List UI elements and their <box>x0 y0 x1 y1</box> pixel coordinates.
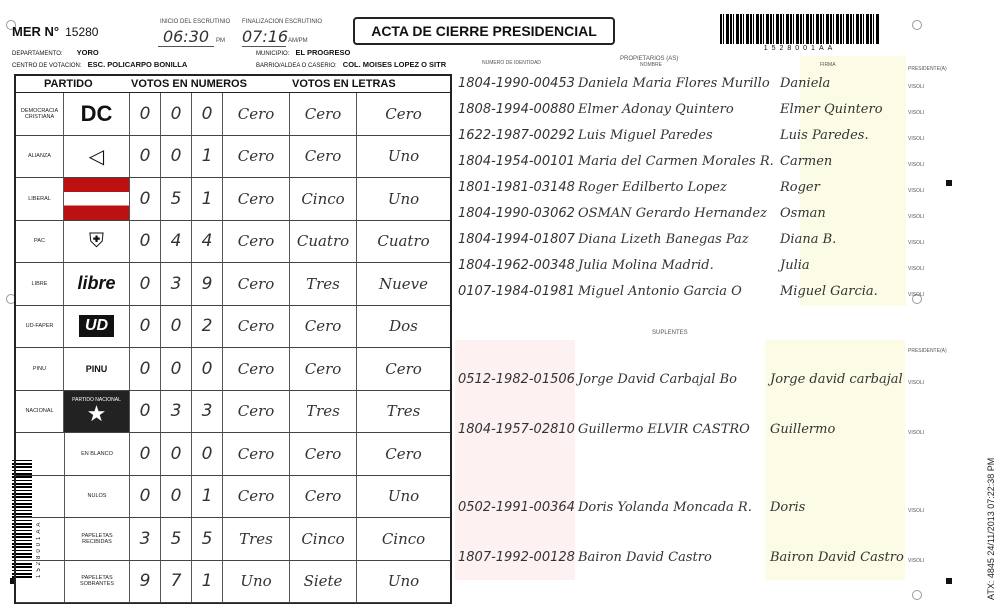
col-name-label: NOMBRE <box>640 62 662 68</box>
table-row <box>16 263 450 306</box>
owner-id: 1804-1990-03062 <box>458 206 575 221</box>
owner-name: Elmer Adonay Quintero <box>578 102 734 117</box>
owner-id: 0107-1984-01981 <box>458 284 575 299</box>
vote-digit: 3 <box>161 391 192 433</box>
party-logo <box>64 348 130 390</box>
col-letras: VOTOS EN LETRAS <box>292 78 396 90</box>
vote-word: Cero <box>290 476 357 518</box>
vote-word: Cero <box>223 391 290 433</box>
vote-digit: 1 <box>192 561 223 603</box>
vote-digit: 0 <box>192 348 223 390</box>
side-tag-vocal: VISOLI <box>908 508 925 514</box>
alianza-logo-icon: ◁ <box>88 145 105 168</box>
pac-logo-icon: ⛨ <box>89 229 104 252</box>
vote-word: Cero <box>290 348 357 390</box>
side-tag-presidente: PRESIDENTE(A) <box>908 66 947 72</box>
barrio-label: BARRIO/ALDEA O CASERIO: <box>256 63 337 69</box>
owners-heading: PROPIETARIOS (AS) <box>620 56 679 62</box>
vote-word: Cuatro <box>290 221 357 263</box>
vote-word: Tres <box>386 402 421 421</box>
liberal-flag-icon <box>64 178 129 220</box>
party-name: NACIONAL <box>16 391 64 433</box>
row-label-blank <box>16 433 64 475</box>
barcode-number: 1528001AA <box>763 45 837 52</box>
libre-logo-icon: libre <box>77 273 116 294</box>
owner-name: Luis Miguel Paredes <box>578 128 713 143</box>
start-time: 06:30 <box>158 27 214 47</box>
owner-id: 1804-1994-01807 <box>458 232 575 247</box>
col-numeros: VOTOS EN NUMEROS <box>131 78 247 90</box>
owner-name: Diana Lizeth Banegas Paz <box>578 232 749 247</box>
vote-digit: 0 <box>130 263 161 305</box>
suplente-name: Bairon David Castro <box>578 550 712 565</box>
party-logo <box>64 93 130 135</box>
suplente-id: 0502-1991-00364 <box>458 500 575 515</box>
vote-word: Cero <box>223 93 290 135</box>
centro-label: CENTRO DE VOTACION: <box>12 63 82 69</box>
vote-digit: 0 <box>161 476 192 518</box>
municipio-line <box>256 48 350 57</box>
departamento-label: DEPARTAMENTO: <box>12 51 63 57</box>
vote-word: Uno <box>387 572 420 591</box>
vote-word: Uno <box>387 189 420 208</box>
registration-mark <box>946 578 952 584</box>
vote-word: Cero <box>223 433 290 475</box>
punch-hole <box>912 590 922 600</box>
party-name: PINU <box>16 348 64 390</box>
col-partido: PARTIDO <box>44 78 93 90</box>
vote-word: Cero <box>223 306 290 348</box>
vote-word: Cero <box>290 306 357 348</box>
vote-digit: 1 <box>192 476 223 518</box>
owner-signature: Daniela <box>780 76 831 91</box>
vote-digit: 4 <box>192 221 223 263</box>
dc-logo-icon: DC <box>80 100 113 126</box>
owner-signature: Roger <box>780 180 820 195</box>
side-tag-presidente: PRESIDENTE(A) <box>908 348 947 354</box>
vote-digit: 0 <box>161 93 192 135</box>
party-name: ALIANZA <box>16 136 64 178</box>
vote-digit: 9 <box>130 561 161 603</box>
table-row <box>16 391 450 434</box>
vote-digit: 3 <box>161 263 192 305</box>
suplente-name: Doris Yolanda Moncada R. <box>578 500 752 515</box>
col-sig-label: FIRMA <box>820 62 836 68</box>
end-suffix: AM/PM <box>288 38 308 44</box>
vote-digit: 0 <box>130 221 161 263</box>
vote-digit: 0 <box>192 433 223 475</box>
vote-word: Tres <box>290 263 357 305</box>
mer-value: 15280 <box>65 25 99 39</box>
side-tag-vocal: VISOLI <box>908 266 925 272</box>
vote-digit: 7 <box>161 561 192 603</box>
vote-word: Cero <box>223 263 290 305</box>
barrio-line <box>256 60 446 69</box>
side-tag-vocal: VISOLI <box>908 380 925 386</box>
party-name: LIBERAL <box>16 178 64 220</box>
vote-digit: 0 <box>130 93 161 135</box>
vote-word: Nueve <box>378 274 428 293</box>
barrio-value: COL. MOISES LOPEZ O SITR <box>342 60 447 69</box>
suplente-signature: Bairon David Castro <box>770 550 904 565</box>
vote-digit: 1 <box>192 178 223 220</box>
vote-word: Cinco <box>290 518 357 560</box>
registration-mark <box>946 180 952 186</box>
owner-id: 1804-1990-00453 <box>458 76 575 91</box>
municipio-value: EL PROGRESO <box>295 48 351 57</box>
vote-digit: 0 <box>130 136 161 178</box>
owner-id: 1801-1981-03148 <box>458 180 575 195</box>
suplente-id: 1804-1957-02810 <box>458 422 575 437</box>
vote-digit: 5 <box>192 518 223 560</box>
vote-digit: 0 <box>130 306 161 348</box>
timestamp-stamp: ATX: 4845 24/11/2013 07:22:38 PM <box>986 457 996 600</box>
end-label: FINALIZACION ESCRUTINIO <box>242 19 323 25</box>
vote-word: Cero <box>223 136 290 178</box>
owner-id: 1804-1954-00101 <box>458 154 575 169</box>
table-row <box>16 136 450 179</box>
mer-number <box>12 24 98 39</box>
suplente-signature: Jorge david carbajal <box>770 372 903 387</box>
vote-word: Cero <box>223 178 290 220</box>
vote-digit: 0 <box>130 178 161 220</box>
party-name: LIBRE <box>16 263 64 305</box>
table-row <box>16 561 450 604</box>
vote-word: Cero <box>223 348 290 390</box>
row-label-blank <box>16 518 64 560</box>
vote-digit: 1 <box>192 136 223 178</box>
owner-signature: Osman <box>780 206 826 221</box>
vote-word: Siete <box>290 561 357 603</box>
table-header <box>16 76 450 93</box>
vote-word: Cero <box>385 359 422 378</box>
side-tag-vocal: VISOLI <box>908 188 925 194</box>
suplente-name: Jorge David Carbajal Bo <box>578 372 737 387</box>
suplente-name: Guillermo ELVIR CASTRO <box>578 422 750 437</box>
suplente-id: 1807-1992-00128 <box>458 550 575 565</box>
col-id-label: NUMERO DE IDENTIDAD <box>482 60 541 66</box>
end-time: 07:16 <box>242 27 289 46</box>
punch-hole <box>912 20 922 30</box>
table-row <box>16 348 450 391</box>
party-name: UD-FAPER <box>16 306 64 348</box>
owner-id: 1808-1994-00880 <box>458 102 575 117</box>
owner-name: Maria del Carmen Morales R. <box>578 154 774 169</box>
vote-word: Cinco <box>381 529 426 548</box>
table-row <box>16 178 450 221</box>
side-tag-vocal: VISOLI <box>908 430 925 436</box>
owner-name: Miguel Antonio Garcia O <box>578 284 742 299</box>
vote-digit: 0 <box>130 433 161 475</box>
votes-table <box>14 74 452 604</box>
municipio-label: MUNICIPIO: <box>256 51 290 57</box>
vote-word: Uno <box>223 561 290 603</box>
party-logo <box>64 263 130 305</box>
party-name: PAC <box>16 221 64 263</box>
table-row <box>16 518 450 561</box>
side-tag-vocal: VISOLI <box>908 162 925 168</box>
suplente-signature: Doris <box>770 500 806 515</box>
table-row <box>16 93 450 136</box>
owner-signature: Diana B. <box>780 232 837 247</box>
vote-word: Dos <box>389 317 418 336</box>
vote-word: Cero <box>385 104 422 123</box>
vote-word: Uno <box>387 487 420 506</box>
vote-digit: 0 <box>161 136 192 178</box>
departamento-line <box>12 48 99 57</box>
vote-digit: 5 <box>161 178 192 220</box>
row-label-blank <box>16 476 64 518</box>
total-label: PAPELETAS SOBRANTES <box>64 561 130 603</box>
owner-name: Julia Molina Madrid. <box>578 258 714 273</box>
owner-signature: Miguel Garcia. <box>780 284 878 299</box>
total-label: NULOS <box>64 476 130 518</box>
vote-word: Cuatro <box>377 232 430 251</box>
table-row <box>16 476 450 519</box>
table-row <box>16 221 450 264</box>
start-suffix: PM <box>216 38 225 44</box>
vote-digit: 4 <box>161 221 192 263</box>
vote-digit: 0 <box>192 93 223 135</box>
owner-signature: Carmen <box>780 154 833 169</box>
ud-logo-icon: UD <box>79 315 114 337</box>
nacional-logo-text: PARTIDO NACIONAL <box>72 397 121 404</box>
party-name: DEMOCRACIA CRISTIANA <box>16 93 64 135</box>
total-label: PAPELETAS RECIBIDAS <box>64 518 130 560</box>
vote-digit: 0 <box>130 476 161 518</box>
table-row <box>16 433 450 476</box>
side-tag-vocal: VISOLI <box>908 292 925 298</box>
vote-word: Cero <box>290 136 357 178</box>
side-tag-vocal: VISOLI <box>908 136 925 142</box>
owner-signature: Luis Paredes. <box>780 128 869 143</box>
vote-digit: 5 <box>161 518 192 560</box>
start-label: INICIO DEL ESCRUTINIO <box>160 19 231 25</box>
barcode-left-number: 1528001AA <box>36 519 42 578</box>
vote-digit: 2 <box>192 306 223 348</box>
vote-word: Cero <box>223 221 290 263</box>
side-tag-vocal: VISOLI <box>908 214 925 220</box>
vote-digit: 0 <box>130 391 161 433</box>
vote-word: Cero <box>223 476 290 518</box>
page-title: ACTA DE CIERRE PRESIDENCIAL <box>353 17 615 45</box>
vote-word: Cero <box>290 93 357 135</box>
barcode-top <box>720 14 880 44</box>
table-row <box>16 306 450 349</box>
suplente-signature: Guillermo <box>770 422 836 437</box>
suplente-id: 0512-1982-01506 <box>458 372 575 387</box>
vote-word: Cero <box>290 433 357 475</box>
total-label: EN BLANCO <box>64 433 130 475</box>
centro-line <box>12 60 187 69</box>
party-logo <box>64 306 130 348</box>
owner-id: 1622-1987-00292 <box>458 128 575 143</box>
centro-value: ESC. POLICARPO BONILLA <box>87 60 188 69</box>
star-icon: ★ <box>86 401 107 427</box>
vote-digit: 0 <box>161 306 192 348</box>
vote-word: Cero <box>385 444 422 463</box>
party-logo <box>64 391 130 433</box>
vote-digit: 0 <box>161 433 192 475</box>
mer-label: MER N° <box>12 24 60 39</box>
departamento-value: YORO <box>76 48 99 57</box>
party-logo <box>64 136 130 178</box>
vote-digit: 9 <box>192 263 223 305</box>
suplentes-heading: SUPLENTES <box>652 330 688 336</box>
row-label-blank <box>16 561 64 603</box>
party-logo <box>64 178 130 220</box>
pinu-logo-icon: PINU <box>85 363 108 374</box>
vote-digit: 0 <box>161 348 192 390</box>
side-tag-vocal: VISOLI <box>908 240 925 246</box>
owner-name: Daniela Maria Flores Murillo <box>578 76 770 91</box>
owner-signature: Elmer Quintero <box>780 102 883 117</box>
vote-digit: 3 <box>192 391 223 433</box>
vote-digit: 3 <box>130 518 161 560</box>
vote-word: Uno <box>387 147 420 166</box>
owner-id: 1804-1962-00348 <box>458 258 575 273</box>
side-tag-vocal: VISOLI <box>908 84 925 90</box>
side-tag-vocal: VISOLI <box>908 110 925 116</box>
vote-digit: 0 <box>130 348 161 390</box>
vote-word: Cinco <box>290 178 357 220</box>
side-tag-vocal: VISOLI <box>908 558 925 564</box>
vote-word: Tres <box>290 391 357 433</box>
owner-name: Roger Edilberto Lopez <box>578 180 727 195</box>
owner-signature: Julia <box>780 258 810 273</box>
vote-word: Tres <box>223 518 290 560</box>
party-logo <box>64 221 130 263</box>
owner-name: OSMAN Gerardo Hernandez <box>578 206 767 221</box>
